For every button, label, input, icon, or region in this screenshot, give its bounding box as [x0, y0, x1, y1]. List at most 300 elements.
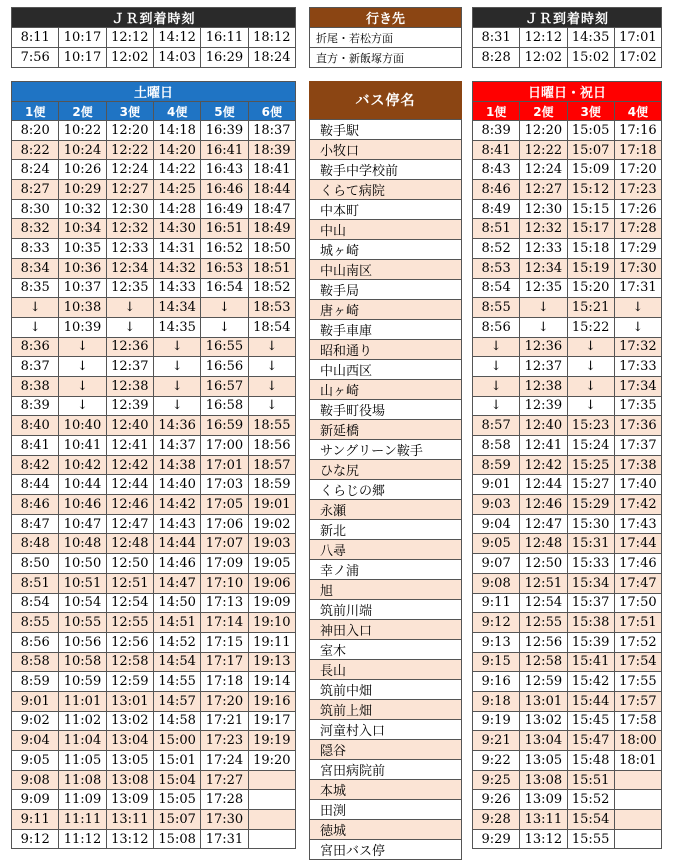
sunday-row: [473, 455, 662, 475]
saturday-time-cell: 12:37: [106, 357, 153, 377]
saturday-time-cell: 13:02: [106, 711, 153, 731]
sunday-time-cell: 15:07: [567, 140, 614, 160]
saturday-time-cell: 14:34: [153, 298, 200, 318]
bus-stop-row: [310, 460, 462, 480]
sunday-row: [473, 790, 662, 810]
bus-stop-row: [310, 180, 462, 200]
bus-stop-name: 徳城: [310, 820, 462, 840]
sunday-time-cell: 18:01: [614, 751, 661, 771]
saturday-time-cell: 16:56: [201, 357, 248, 377]
sunday-row: [473, 475, 662, 495]
saturday-time-cell: 12:59: [106, 672, 153, 692]
saturday-time-cell: 14:43: [153, 514, 200, 534]
saturday-time-cell: 12:51: [106, 573, 153, 593]
sunday-time-cell: 15:52: [567, 790, 614, 810]
jr-time: 12:02: [520, 48, 567, 68]
sunday-time-cell: 12:38: [520, 376, 567, 396]
saturday-time-cell: ↓: [248, 357, 295, 377]
saturday-time-cell: 18:39: [248, 140, 295, 160]
sunday-time-cell: ↓: [473, 396, 520, 416]
saturday-time-cell: 8:35: [12, 278, 59, 298]
saturday-time-cell: 19:11: [248, 632, 295, 652]
saturday-time-cell: 18:44: [248, 180, 295, 200]
saturday-row: [12, 416, 296, 436]
saturday-time-cell: 10:48: [59, 534, 106, 554]
saturday-time-cell: ↓: [153, 376, 200, 396]
sunday-row: [473, 357, 662, 377]
saturday-time-cell: 10:32: [59, 199, 106, 219]
saturday-time-cell: 16:41: [201, 140, 248, 160]
bus-stop-name: 宮田病院前: [310, 760, 462, 780]
sunday-time-cell: 15:23: [567, 416, 614, 436]
saturday-time-cell: 14:22: [153, 160, 200, 180]
sunday-time-cell: 15:05: [567, 121, 614, 141]
saturday-time-cell: 12:42: [106, 455, 153, 475]
sunday-time-cell: 12:24: [520, 160, 567, 180]
saturday-time-cell: 17:06: [201, 514, 248, 534]
sunday-time-cell: 12:22: [520, 140, 567, 160]
sunday-time-cell: 15:29: [567, 495, 614, 515]
sunday-row: [473, 160, 662, 180]
sunday-time-cell: 12:47: [520, 514, 567, 534]
saturday-time-cell: 8:41: [12, 436, 59, 456]
saturday-time-cell: 17:10: [201, 573, 248, 593]
bus-stop-row: [310, 260, 462, 280]
saturday-time-cell: 12:33: [106, 239, 153, 259]
sunday-time-cell: ↓: [473, 376, 520, 396]
sunday-row: [473, 396, 662, 416]
saturday-row: [12, 554, 296, 574]
sunday-time-cell: 15:18: [567, 239, 614, 259]
sunday-time-cell: 9:08: [473, 573, 520, 593]
saturday-time-cell: 10:36: [59, 258, 106, 278]
saturday-row: [12, 376, 296, 396]
saturday-time-cell: 14:38: [153, 455, 200, 475]
sunday-time-cell: 8:49: [473, 199, 520, 219]
sunday-time-cell: 17:35: [614, 396, 661, 416]
saturday-time-cell: 17:17: [201, 652, 248, 672]
sunday-time-cell: 8:39: [473, 121, 520, 141]
sunday-time-cell: 18:00: [614, 731, 661, 751]
saturday-time-cell: 18:53: [248, 298, 295, 318]
saturday-time-cell: 14:44: [153, 534, 200, 554]
saturday-time-cell: 13:04: [106, 731, 153, 751]
saturday-time-cell: 12:54: [106, 593, 153, 613]
saturday-time-cell: 17:00: [201, 436, 248, 456]
saturday-time-cell: 18:51: [248, 258, 295, 278]
bus-stop-name: 鞍手駅: [310, 120, 462, 140]
saturday-time-cell: 16:46: [201, 180, 248, 200]
saturday-time-cell: 11:12: [59, 829, 106, 849]
saturday-time-cell: 11:11: [59, 810, 106, 830]
sunday-time-cell: 8:54: [473, 278, 520, 298]
saturday-time-cell: 9:08: [12, 770, 59, 790]
jr-time: 7:56: [12, 48, 59, 68]
saturday-time-cell: 8:56: [12, 632, 59, 652]
saturday-time-cell: 13:11: [106, 810, 153, 830]
jr-time: 14:03: [153, 48, 200, 68]
bus-stop-row: [310, 340, 462, 360]
bus-stop-row: [310, 280, 462, 300]
sunday-time-cell: 12:20: [520, 121, 567, 141]
sunday-time-cell: 15:44: [567, 691, 614, 711]
bus-stop-row: [310, 440, 462, 460]
bus-stop-name: 筑前中畑: [310, 680, 462, 700]
saturday-column-header: 5便: [201, 102, 248, 121]
jr-time: 12:02: [106, 48, 153, 68]
saturday-time-cell: 8:22: [12, 140, 59, 160]
bus-stop-row: [310, 540, 462, 560]
bus-stop-name: 宮田バス停: [310, 840, 462, 860]
saturday-time-cell: 14:50: [153, 593, 200, 613]
saturday-time-cell: ↓: [248, 337, 295, 357]
saturday-time-cell: 10:40: [59, 416, 106, 436]
saturday-time-cell: 19:10: [248, 613, 295, 633]
sunday-time-cell: 9:01: [473, 475, 520, 495]
bus-stop-row: [310, 160, 462, 180]
saturday-row: [12, 140, 296, 160]
sunday-time-cell: 9:12: [473, 613, 520, 633]
sunday-time-cell: 8:57: [473, 416, 520, 436]
sunday-time-cell: 17:26: [614, 199, 661, 219]
saturday-time-cell: 8:40: [12, 416, 59, 436]
sunday-row: [473, 810, 662, 830]
saturday-row: [12, 711, 296, 731]
saturday-time-cell: 10:38: [59, 298, 106, 318]
saturday-time-cell: 14:28: [153, 199, 200, 219]
saturday-row: [12, 514, 296, 534]
sunday-time-cell: 17:18: [614, 140, 661, 160]
saturday-time-cell: 12:35: [106, 278, 153, 298]
bus-stop-name: ひな尻: [310, 460, 462, 480]
bus-stop-row: [310, 140, 462, 160]
sunday-time-cell: 13:02: [520, 711, 567, 731]
saturday-time-cell: 17:14: [201, 613, 248, 633]
saturday-time-cell: 12:58: [106, 652, 153, 672]
saturday-time-cell: 9:01: [12, 691, 59, 711]
sunday-time-cell: 12:30: [520, 199, 567, 219]
bus-stop-name: 鞍手局: [310, 280, 462, 300]
saturday-time-cell: 16:51: [201, 219, 248, 239]
sunday-time-cell: 12:34: [520, 258, 567, 278]
saturday-time-cell: 16:59: [201, 416, 248, 436]
sunday-time-cell: 15:27: [567, 475, 614, 495]
destination-item: 直方・新飯塚方面: [310, 48, 462, 68]
saturday-time-cell: 10:42: [59, 455, 106, 475]
saturday-time-cell: 13:05: [106, 751, 153, 771]
sunday-column-header: 4便: [614, 102, 661, 121]
destination-item: 折尾・若松方面: [310, 28, 462, 48]
saturday-time-cell: [248, 790, 295, 810]
saturday-time-cell: 16:57: [201, 376, 248, 396]
saturday-time-cell: 9:04: [12, 731, 59, 751]
saturday-time-cell: 16:43: [201, 160, 248, 180]
sunday-time-cell: 15:38: [567, 613, 614, 633]
bus-stop-name: サングリーン鞍手: [310, 440, 462, 460]
sunday-time-cell: 9:11: [473, 593, 520, 613]
saturday-time-cell: 9:02: [12, 711, 59, 731]
saturday-row: [12, 770, 296, 790]
saturday-time-cell: 17:07: [201, 534, 248, 554]
saturday-time-cell: 10:37: [59, 278, 106, 298]
sunday-time-cell: 17:31: [614, 278, 661, 298]
saturday-time-cell: 10:41: [59, 436, 106, 456]
saturday-time-cell: 9:09: [12, 790, 59, 810]
sunday-time-cell: 13:04: [520, 731, 567, 751]
sunday-time-cell: ↓: [567, 376, 614, 396]
sunday-time-cell: 17:50: [614, 593, 661, 613]
sunday-row: [473, 632, 662, 652]
sunday-time-cell: [614, 810, 661, 830]
sunday-time-cell: 15:55: [567, 829, 614, 849]
jr-arrival-table-saturday: [11, 7, 296, 68]
saturday-time-cell: 18:49: [248, 219, 295, 239]
saturday-time-cell: 10:54: [59, 593, 106, 613]
bus-stop-row: [310, 700, 462, 720]
sunday-holiday-title: 日曜日・祝日: [473, 82, 662, 102]
saturday-time-cell: 14:37: [153, 436, 200, 456]
saturday-row: [12, 180, 296, 200]
bus-stop-row: [310, 320, 462, 340]
sunday-time-cell: 12:41: [520, 436, 567, 456]
saturday-row: [12, 298, 296, 318]
saturday-time-cell: 18:59: [248, 475, 295, 495]
sunday-row: [473, 652, 662, 672]
bus-stop-row: [310, 300, 462, 320]
sunday-time-cell: 15:31: [567, 534, 614, 554]
sunday-time-cell: 8:58: [473, 436, 520, 456]
sunday-time-cell: 9:16: [473, 672, 520, 692]
saturday-time-cell: 12:27: [106, 180, 153, 200]
jr-arrival-row: [12, 28, 296, 48]
sunday-time-cell: 12:59: [520, 672, 567, 692]
jr-time: 14:12: [153, 28, 200, 48]
saturday-time-cell: 12:20: [106, 121, 153, 141]
sunday-time-cell: [614, 770, 661, 790]
saturday-time-cell: 10:34: [59, 219, 106, 239]
bus-stop-row: [310, 360, 462, 380]
saturday-time-cell: 16:39: [201, 121, 248, 141]
bus-stop-row: [310, 200, 462, 220]
saturday-row: [12, 810, 296, 830]
bus-stop-row: [310, 120, 462, 140]
sunday-time-cell: 9:25: [473, 770, 520, 790]
bus-stop-header: バス停名: [309, 81, 462, 119]
saturday-row: [12, 632, 296, 652]
bus-stop-row: [310, 760, 462, 780]
saturday-time-cell: 8:58: [12, 652, 59, 672]
sunday-time-cell: 8:59: [473, 455, 520, 475]
sunday-row: [473, 121, 662, 141]
saturday-row: [12, 790, 296, 810]
sunday-time-cell: 15:30: [567, 514, 614, 534]
saturday-time-cell: 18:52: [248, 278, 295, 298]
sunday-time-cell: 17:23: [614, 180, 661, 200]
sunday-time-cell: 9:29: [473, 829, 520, 849]
bus-stop-row: [310, 240, 462, 260]
saturday-time-cell: 14:54: [153, 652, 200, 672]
saturday-time-cell: ↓: [12, 317, 59, 337]
sunday-time-cell: 13:08: [520, 770, 567, 790]
sunday-row: [473, 140, 662, 160]
saturday-time-cell: 17:01: [201, 455, 248, 475]
bus-stop-name: 中山西区: [310, 360, 462, 380]
saturday-time-cell: 18:55: [248, 416, 295, 436]
saturday-time-cell: 14:42: [153, 495, 200, 515]
saturday-time-cell: 11:01: [59, 691, 106, 711]
saturday-time-cell: 14:46: [153, 554, 200, 574]
sunday-column-header: 1便: [473, 102, 520, 121]
destination-table: [309, 7, 462, 68]
saturday-row: [12, 239, 296, 259]
saturday-time-cell: 12:36: [106, 337, 153, 357]
sunday-time-cell: 15:22: [567, 317, 614, 337]
sunday-time-cell: 17:37: [614, 436, 661, 456]
saturday-column-header: 3便: [106, 102, 153, 121]
saturday-time-cell: ↓: [59, 396, 106, 416]
sunday-time-cell: 15:34: [567, 573, 614, 593]
bus-stop-row: [310, 400, 462, 420]
saturday-time-cell: 16:58: [201, 396, 248, 416]
saturday-time-cell: 8:38: [12, 376, 59, 396]
jr-time: 17:01: [614, 28, 661, 48]
sunday-time-cell: 12:48: [520, 534, 567, 554]
saturday-time-cell: 17:09: [201, 554, 248, 574]
bus-stop-name: 室木: [310, 640, 462, 660]
saturday-time-cell: 16:55: [201, 337, 248, 357]
bus-stop-name: 鞍手町役場: [310, 400, 462, 420]
sunday-row: [473, 436, 662, 456]
sunday-time-cell: ↓: [567, 396, 614, 416]
sunday-time-cell: 9:19: [473, 711, 520, 731]
bus-stop-row: [310, 220, 462, 240]
jr-time: 14:35: [567, 28, 614, 48]
sunday-time-cell: 15:42: [567, 672, 614, 692]
saturday-column-header: 6便: [248, 102, 295, 121]
sunday-time-cell: 15:20: [567, 278, 614, 298]
bus-stop-name: 昭和通り: [310, 340, 462, 360]
bus-stop-row: [310, 660, 462, 680]
bus-stop-name: 唐ヶ崎: [310, 300, 462, 320]
saturday-time-cell: 12:44: [106, 475, 153, 495]
sunday-time-cell: ↓: [473, 357, 520, 377]
saturday-time-cell: 12:39: [106, 396, 153, 416]
bus-stop-name: 長山: [310, 660, 462, 680]
saturday-time-cell: 14:36: [153, 416, 200, 436]
jr-arrival-row: [12, 48, 296, 68]
jr-time: 10:17: [59, 28, 106, 48]
saturday-time-cell: 19:06: [248, 573, 295, 593]
saturday-row: [12, 258, 296, 278]
sunday-time-cell: 8:53: [473, 258, 520, 278]
saturday-time-cell: 8:51: [12, 573, 59, 593]
saturday-time-cell: 18:47: [248, 199, 295, 219]
bus-stop-name: 城ヶ崎: [310, 240, 462, 260]
sunday-time-cell: ↓: [520, 298, 567, 318]
sunday-time-cell: 17:52: [614, 632, 661, 652]
sunday-time-cell: 15:25: [567, 455, 614, 475]
sunday-time-cell: 17:30: [614, 258, 661, 278]
sunday-time-cell: 17:46: [614, 554, 661, 574]
sunday-time-cell: 12:50: [520, 554, 567, 574]
sunday-time-cell: 17:38: [614, 455, 661, 475]
sunday-row: [473, 573, 662, 593]
bus-stop-row: [310, 680, 462, 700]
bus-stop-list: [309, 119, 462, 860]
bus-stop-name: 田渕: [310, 800, 462, 820]
saturday-time-cell: 17:27: [201, 770, 248, 790]
sunday-time-cell: 17:47: [614, 573, 661, 593]
sunday-row: [473, 337, 662, 357]
saturday-time-cell: 14:40: [153, 475, 200, 495]
saturday-time-cell: 11:08: [59, 770, 106, 790]
saturday-time-cell: ↓: [59, 376, 106, 396]
sunday-time-cell: 12:51: [520, 573, 567, 593]
saturday-time-cell: 17:31: [201, 829, 248, 849]
jr-time: 16:11: [201, 28, 248, 48]
saturday-time-cell: 17:18: [201, 672, 248, 692]
jr-time: 8:31: [473, 28, 520, 48]
saturday-time-cell: 12:50: [106, 554, 153, 574]
sunday-row: [473, 376, 662, 396]
saturday-time-cell: 17:23: [201, 731, 248, 751]
sunday-time-cell: ↓: [473, 337, 520, 357]
sunday-time-cell: 17:51: [614, 613, 661, 633]
saturday-row: [12, 436, 296, 456]
sunday-row: [473, 613, 662, 633]
saturday-time-cell: 8:42: [12, 455, 59, 475]
sunday-time-cell: 9:22: [473, 751, 520, 771]
sunday-row: [473, 239, 662, 259]
bus-stop-row: [310, 820, 462, 840]
saturday-row: [12, 455, 296, 475]
sunday-row: [473, 770, 662, 790]
saturday-time-cell: 19:09: [248, 593, 295, 613]
saturday-time-cell: 14:47: [153, 573, 200, 593]
bus-stop-name: 小牧口: [310, 140, 462, 160]
sunday-time-cell: 9:28: [473, 810, 520, 830]
bus-stop-name: 旭: [310, 580, 462, 600]
bus-stop-row: [310, 500, 462, 520]
saturday-row: [12, 278, 296, 298]
bus-stop-name: 隠谷: [310, 740, 462, 760]
saturday-time-cell: ↓: [59, 357, 106, 377]
sunday-time-cell: ↓: [614, 298, 661, 318]
saturday-time-cell: 8:44: [12, 475, 59, 495]
sunday-time-cell: 12:39: [520, 396, 567, 416]
sunday-time-cell: 12:37: [520, 357, 567, 377]
bus-stop-row: [310, 560, 462, 580]
sunday-time-cell: 12:35: [520, 278, 567, 298]
bus-stop-row: [310, 720, 462, 740]
bus-stop-row: [310, 780, 462, 800]
saturday-time-cell: 8:20: [12, 121, 59, 141]
saturday-row: [12, 495, 296, 515]
saturday-time-cell: ↓: [12, 298, 59, 318]
saturday-time-cell: 17:28: [201, 790, 248, 810]
saturday-row: [12, 691, 296, 711]
saturday-time-cell: 12:56: [106, 632, 153, 652]
bus-stop-name: 鞍手車庫: [310, 320, 462, 340]
saturday-time-cell: 8:36: [12, 337, 59, 357]
saturday-row: [12, 672, 296, 692]
saturday-time-cell: 12:47: [106, 514, 153, 534]
saturday-row: [12, 593, 296, 613]
bus-stop-name: 中山: [310, 220, 462, 240]
saturday-time-cell: 15:00: [153, 731, 200, 751]
sunday-time-cell: 15:48: [567, 751, 614, 771]
saturday-time-cell: 15:05: [153, 790, 200, 810]
